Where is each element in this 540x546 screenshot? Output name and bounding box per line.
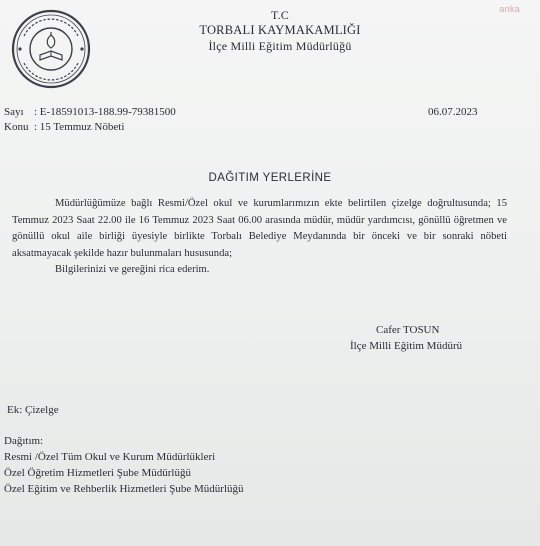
header-line-1: T.C [270, 8, 290, 22]
distribution-label: Dağıtım: [4, 435, 44, 447]
reference-number [4, 106, 176, 118]
recipient-heading: DAĞITIM YERLERİNE [208, 172, 332, 184]
attachment-note: Ek: Çizelge [7, 404, 59, 416]
body-paragraph-1: Müdürlüğümüze bağlı Resmi/Özel okul ve kurumlarımızın ekte belirtilen çizelge doğrultusunda; 15 Temmuz 2023 Saat 22.00 ile 16 Temmuz 2023 Saat 06.00 arasında müdür, müdür yardımcısı, gönüllü öğretmen ve gönüllü okul aile birliği üyesiyle birlikte Torbalı Belediye Meydanında bir önceki ve bir sonraki nöbeti aksatmayacak şekilde hazır bulunmaları hususunda; [12, 198, 507, 259]
distribution-item: Özel Öğretim Hizmetleri Şube Müdürlüğü [4, 467, 191, 479]
distribution-item: Özel Eğitim ve Rehberlik Hizmetleri Şube Müdürlüğü [4, 483, 244, 495]
sayi-label: Sayı [4, 106, 24, 118]
signatory-name: Cafer TOSUN [376, 324, 440, 336]
subject [4, 121, 124, 133]
document-date: 06.07.2023 [428, 106, 478, 118]
watermark: anka [499, 4, 520, 14]
signatory-title: İlçe Milli Eğitim Müdürü [350, 340, 463, 352]
header-line-2: TORBALI KAYMAKAMLIĞI [199, 23, 361, 37]
sayi-value: : E-18591013-188.99-79381500 [34, 106, 176, 118]
konu-value: : 15 Temmuz Nöbeti [34, 121, 125, 133]
body-paragraph-2: Bilgilerinizi ve gereğini rica ederim. [55, 264, 210, 275]
header-line-3: İlçe Milli Eğitim Müdürlüğü [208, 39, 352, 53]
konu-label: Konu [4, 121, 29, 133]
distribution-item: Resmi /Özel Tüm Okul ve Kurum Müdürlükleri [4, 451, 216, 463]
ministry-seal-icon [10, 8, 92, 90]
